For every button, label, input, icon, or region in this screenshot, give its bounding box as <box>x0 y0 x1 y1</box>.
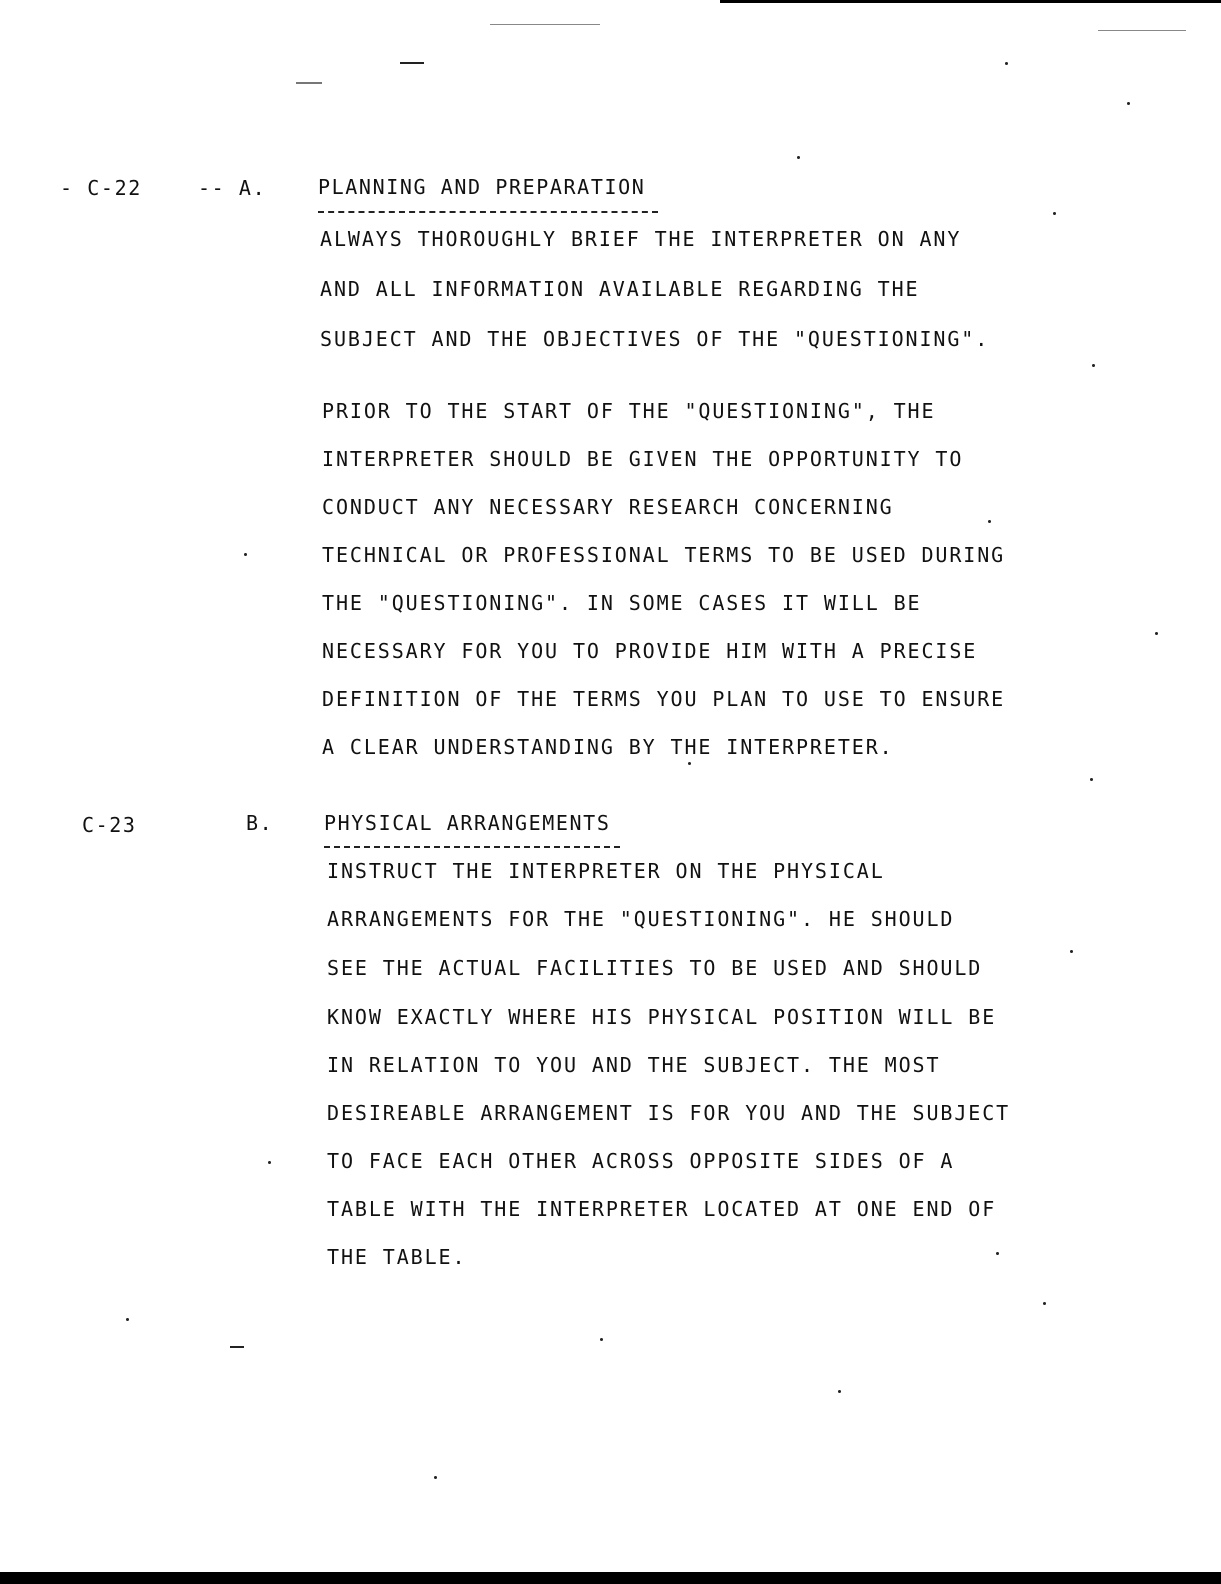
text-line: INSTRUCT THE INTERPRETER ON THE PHYSICAL <box>327 859 885 883</box>
scan-speck <box>600 1338 603 1341</box>
scan-speck <box>797 156 800 159</box>
text-line: PRIOR TO THE START OF THE "QUESTIONING", THE <box>322 399 936 423</box>
section-code: - C-22 <box>60 176 142 200</box>
section-heading: PLANNING AND PREPARATION <box>318 175 646 199</box>
scan-mark <box>1098 30 1186 31</box>
scan-mark <box>296 82 322 84</box>
text-line: DESIREABLE ARRANGEMENT IS FOR YOU AND THE SUBJECT <box>327 1101 1011 1125</box>
section-code: C-23 <box>82 813 137 837</box>
text-line: TECHNICAL OR PROFESSIONAL TERMS TO BE USED DURING <box>322 543 1006 567</box>
text-line: ALWAYS THOROUGHLY BRIEF THE INTERPRETER ON ANY <box>320 227 962 251</box>
scan-speck <box>1092 364 1095 367</box>
scan-speck <box>988 520 991 523</box>
text-line: CONDUCT ANY NECESSARY RESEARCH CONCERNING <box>322 495 894 519</box>
scan-speck <box>1127 102 1130 105</box>
text-line: DEFINITION OF THE TERMS YOU PLAN TO USE TO ENSURE <box>322 687 1006 711</box>
scan-speck <box>1053 212 1056 215</box>
text-line: TO FACE EACH OTHER ACROSS OPPOSITE SIDES OF A <box>327 1149 955 1173</box>
section-letter: -- A. <box>198 176 267 200</box>
text-line: THE TABLE. <box>327 1245 467 1269</box>
scan-speck <box>126 1318 129 1321</box>
text-line: SUBJECT AND THE OBJECTIVES OF THE "QUESTIONING". <box>320 327 990 351</box>
section-heading: PHYSICAL ARRANGEMENTS <box>324 811 611 835</box>
text-line: SEE THE ACTUAL FACILITIES TO BE USED AND SHOULD <box>327 956 983 980</box>
scan-speck <box>268 1161 271 1164</box>
scan-bottom-edge <box>0 1572 1221 1584</box>
scan-speck <box>838 1390 841 1393</box>
text-line: THE "QUESTIONING". IN SOME CASES IT WILL BE <box>322 591 922 615</box>
scan-speck <box>1005 62 1008 65</box>
text-line: NECESSARY FOR YOU TO PROVIDE HIM WITH A PRECISE <box>322 639 978 663</box>
scan-mark <box>400 62 424 64</box>
scan-speck <box>1043 1302 1046 1305</box>
heading-underline <box>318 211 658 213</box>
text-line: A CLEAR UNDERSTANDING BY THE INTERPRETER. <box>322 735 894 759</box>
text-line: AND ALL INFORMATION AVAILABLE REGARDING THE <box>320 277 920 301</box>
text-line: TABLE WITH THE INTERPRETER LOCATED AT ONE END OF <box>327 1197 997 1221</box>
scan-speck <box>434 1476 437 1479</box>
scan-speck <box>996 1252 999 1255</box>
scan-top-edge-rule <box>720 0 1221 3</box>
text-line: ARRANGEMENTS FOR THE "QUESTIONING". HE SHOULD <box>327 907 955 931</box>
text-line: IN RELATION TO YOU AND THE SUBJECT. THE MOST <box>327 1053 941 1077</box>
scan-speck <box>1155 632 1158 635</box>
section-letter: B. <box>246 811 274 835</box>
scan-speck <box>688 762 691 765</box>
scan-speck <box>1090 778 1093 781</box>
heading-underline <box>324 846 620 848</box>
scan-mark <box>230 1346 244 1348</box>
scan-speck <box>1070 950 1073 953</box>
text-line: KNOW EXACTLY WHERE HIS PHYSICAL POSITION WILL BE <box>327 1005 997 1029</box>
scan-mark <box>490 24 600 25</box>
text-line: INTERPRETER SHOULD BE GIVEN THE OPPORTUNITY TO <box>322 447 964 471</box>
scan-speck <box>244 553 247 556</box>
